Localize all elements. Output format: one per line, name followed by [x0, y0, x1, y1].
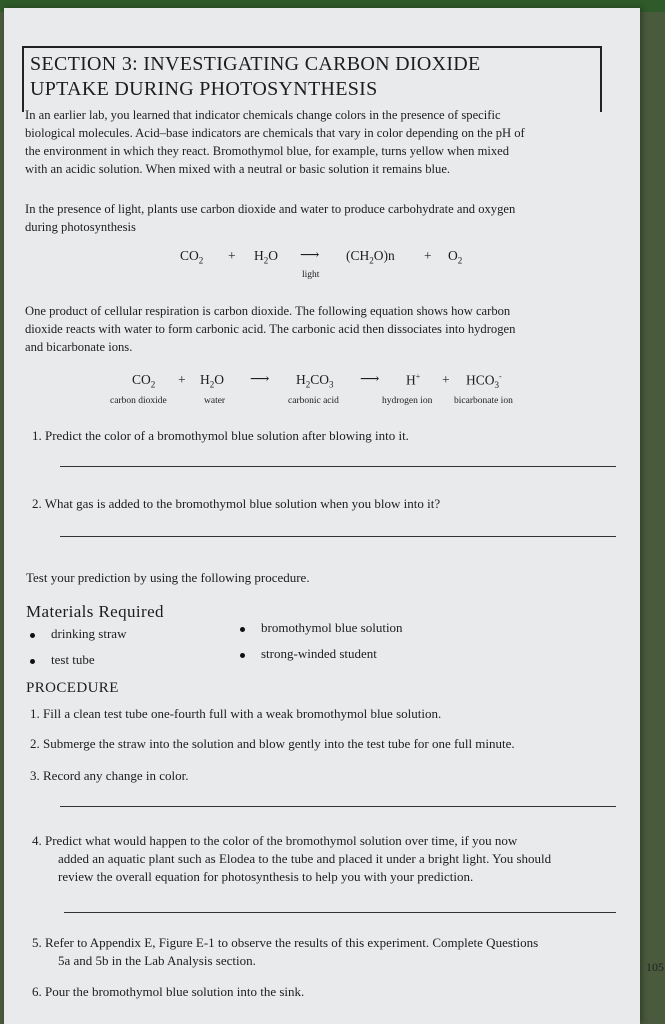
eq1-plus2: + — [424, 248, 432, 263]
intro-line: the environment in which they react. Bromothymol blue, for example, turns yellow when mixed — [25, 144, 510, 158]
step4-line: 4. Predict what would happen to the color of the bromothymol solution over time, if you now — [32, 833, 518, 848]
material-item: drinking straw — [30, 626, 126, 642]
eq2-label-hion: hydrogen ion — [382, 396, 433, 406]
resp-line: dioxide reacts with water to form carbonic acid. The carbonic acid then dissociates into hydrogen — [25, 322, 516, 336]
question-1: 1. Predict the color of a bromothymol blue solution after blowing into it. — [32, 428, 409, 443]
photosynthesis-paragraph — [25, 200, 625, 236]
procedure-step-5 — [32, 934, 538, 970]
section-title-line1: SECTION 3: INVESTIGATING CARBON DIOXIDE — [30, 53, 481, 75]
procedure-heading: PROCEDURE — [26, 680, 119, 696]
question-2: 2. What gas is added to the bromothymol blue solution when you blow into it? — [32, 496, 441, 511]
bullet-dot — [240, 627, 245, 632]
step4-line: review the overall equation for photosynthesis to help you with your prediction. — [58, 869, 474, 884]
procedure-step-3: 3. Record any change in color. — [30, 768, 189, 783]
page-number: 105 — [646, 960, 664, 974]
intro-line: biological molecules. Acid–base indicators are chemicals that vary in color depending on the pH of — [25, 126, 525, 140]
eq2-arrow2: ⟶ — [360, 371, 380, 386]
answer-line-1[interactable] — [60, 466, 616, 467]
eq1-light-label: light — [302, 270, 320, 280]
eq2-h-ion: H+ — [406, 372, 421, 388]
eq2-h2o: $H_2O$ — [200, 372, 224, 390]
step5-line: 5. Refer to Appendix E, Figure E-1 to observe the results of this experiment. Complete Questions — [32, 935, 539, 950]
eq2-arrow1: ⟶ — [250, 371, 270, 386]
procedure-step-2: 2. Submerge the straw into the solution and blow gently into the test tube for one full minute. — [30, 736, 515, 751]
eq2-hco3: $HCO_3^-$ — [466, 372, 502, 391]
eq1-arrow: ⟶ — [300, 247, 320, 262]
step4-line: added an aquatic plant such as Elodea to the tube and placed it under a bright light. You should — [58, 851, 552, 866]
eq2-label-bicarb: bicarbonate ion — [454, 396, 513, 406]
eq1-h2o: $H_2O$ — [254, 248, 278, 266]
eq2-label-water: water — [204, 396, 226, 406]
answer-line-3[interactable] — [60, 806, 616, 807]
respiration-paragraph — [25, 302, 625, 356]
eq2-plus2: + — [442, 372, 450, 387]
procedure-step-1: 1. Fill a clean test tube one-fourth full with a weak bromothymol blue solution. — [30, 706, 442, 721]
eq2-h2co3: $H_2CO_3$ — [296, 372, 334, 390]
eq1-o2: $O_2$ — [448, 248, 463, 266]
material-item: strong-winded student — [240, 646, 377, 662]
material-item: bromothymol blue solution — [240, 620, 403, 636]
section-title-line2: UPTAKE DURING PHOTOSYNTHESIS — [30, 78, 378, 100]
resp-line: One product of cellular respiration is carbon dioxide. The following equation shows how carbon — [25, 304, 511, 318]
intro-line: In an earlier lab, you learned that indicator chemicals change colors in the presence of specific — [25, 108, 501, 122]
procedure-step-4 — [32, 832, 551, 886]
answer-line-2[interactable] — [60, 536, 616, 537]
eq2-label-co2: carbon dioxide — [110, 396, 167, 406]
section-title — [30, 52, 481, 102]
bullet-dot — [30, 659, 35, 664]
eq1-co2: $CO_2$ — [180, 248, 204, 266]
eq2-co2: $CO_2$ — [132, 372, 156, 390]
materials-heading: Materials Required — [26, 602, 164, 621]
photo-line: during photosynthesis — [25, 220, 136, 234]
eq1-ch2o: $(CH_2O)n$ — [346, 248, 395, 266]
eq2-plus1: + — [178, 372, 186, 387]
intro-paragraph — [25, 106, 625, 178]
test-instruction: Test your prediction by using the following procedure. — [26, 570, 310, 585]
bullet-dot — [240, 653, 245, 658]
bullet-dot — [30, 633, 35, 638]
resp-line: and bicarbonate ions. — [25, 340, 133, 354]
intro-line: with an acidic solution. When mixed with a neutral or basic solution it remains blue. — [25, 162, 451, 176]
worksheet-page — [4, 8, 640, 1024]
procedure-step-6: 6. Pour the bromothymol blue solution into the sink. — [32, 984, 305, 999]
step5-line: 5a and 5b in the Lab Analysis section. — [58, 953, 256, 968]
eq2-label-carbonic: carbonic acid — [288, 396, 339, 406]
eq1-plus1: + — [228, 248, 236, 263]
material-item: test tube — [30, 652, 95, 668]
answer-line-4[interactable] — [64, 912, 616, 913]
photo-line: In the presence of light, plants use carbon dioxide and water to produce carbohydrate and oxygen — [25, 202, 516, 216]
